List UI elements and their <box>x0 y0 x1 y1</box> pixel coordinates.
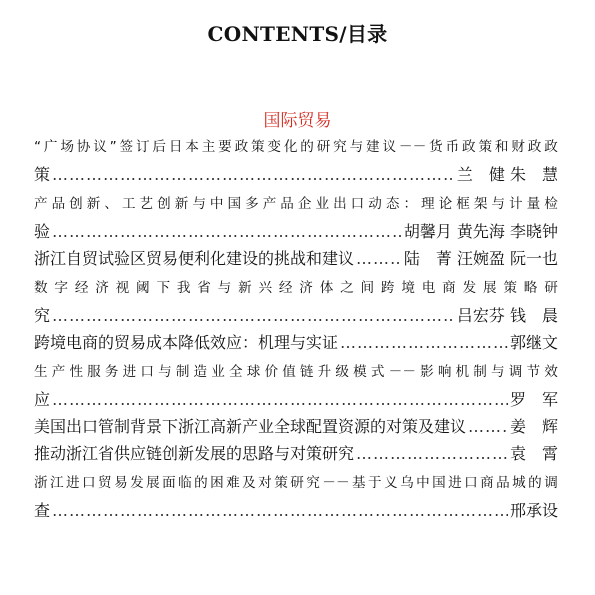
toc-entry[interactable] <box>34 132 558 185</box>
entry-authors: 邢承设 <box>509 501 558 520</box>
toc-entry[interactable] <box>34 330 558 353</box>
entry-authors: 吕宏芬 钱 晨 <box>456 306 558 325</box>
toc-entry[interactable] <box>34 357 558 410</box>
entry-title: 浙江自贸试验区贸易便利化建设的挑战和建议 <box>34 249 355 268</box>
entry-leader-line <box>34 498 558 521</box>
entry-title-line: “广场协议”签订后日本主要政策变化的研究与建议－－货币政策和财政政 <box>34 139 558 155</box>
entry-leader-line <box>34 303 558 326</box>
toc-entry[interactable] <box>34 189 558 242</box>
entry-authors: 胡馨月 黄先海 李晓钟 <box>403 222 558 241</box>
dot-leader <box>52 222 402 241</box>
entry-title-tail: 验 <box>34 222 51 241</box>
entry-title-tail: 应 <box>34 390 51 409</box>
toc-entry[interactable] <box>34 441 558 464</box>
page-title: CONTENTS/目录 <box>207 22 388 46</box>
entry-title-line: 生产性服务进口与制造业全球价值链升级模式－－影响机制与调节效 <box>34 364 558 380</box>
entry-title: 跨境电商的贸易成本降低效应：机理与实证 <box>34 333 339 352</box>
toc-entry[interactable] <box>34 468 558 521</box>
entry-authors: 郭继文 <box>509 333 558 352</box>
entry-leader-line <box>34 219 558 242</box>
dot-leader <box>356 444 508 463</box>
toc-entry[interactable] <box>34 414 558 437</box>
entry-authors: 兰 健 朱 慧 <box>456 165 558 184</box>
entry-title: 美国出口管制背景下浙江高新产业全球配置资源的对策及建议 <box>34 417 467 436</box>
entry-authors: 袁 霄 <box>509 444 558 463</box>
dot-leader <box>356 249 402 268</box>
dot-leader <box>52 390 508 409</box>
entry-title: 推动浙江省供应链创新发展的思路与对策研究 <box>34 444 355 463</box>
toc-entry[interactable] <box>34 273 558 326</box>
entry-title-line: 数字经济视阈下我省与新兴经济体之间跨境电商发展策略研 <box>34 280 558 296</box>
entry-leader-line <box>34 162 558 185</box>
entry-leader-line <box>34 414 558 437</box>
entry-authors: 罗 军 <box>509 390 558 409</box>
dot-leader <box>468 417 508 436</box>
entry-leader-line <box>34 330 558 353</box>
toc-entry[interactable] <box>34 246 558 269</box>
entry-authors: 陆 菁 汪婉盈 阮一也 <box>403 249 558 268</box>
entry-title-line: 浙江进口贸易发展面临的困难及对策研究－－基于义乌中国进口商品城的调 <box>34 475 558 491</box>
dot-leader <box>52 165 455 184</box>
dot-leader <box>52 501 508 520</box>
entry-title-tail: 策 <box>34 165 51 184</box>
entry-title-tail: 究 <box>34 306 51 325</box>
toc-entry-list <box>34 132 558 521</box>
entry-title-line: 产品创新、工艺创新与中国多产品企业出口动态：理论框架与计量检 <box>34 196 558 212</box>
dot-leader <box>52 306 455 325</box>
entry-leader-line <box>34 246 558 269</box>
entry-title-tail: 查 <box>34 501 51 520</box>
entry-leader-line <box>34 387 558 410</box>
section-heading: 国际贸易 <box>263 111 332 131</box>
dot-leader <box>340 333 508 352</box>
entry-leader-line <box>34 441 558 464</box>
entry-authors: 姜 辉 <box>509 417 558 436</box>
